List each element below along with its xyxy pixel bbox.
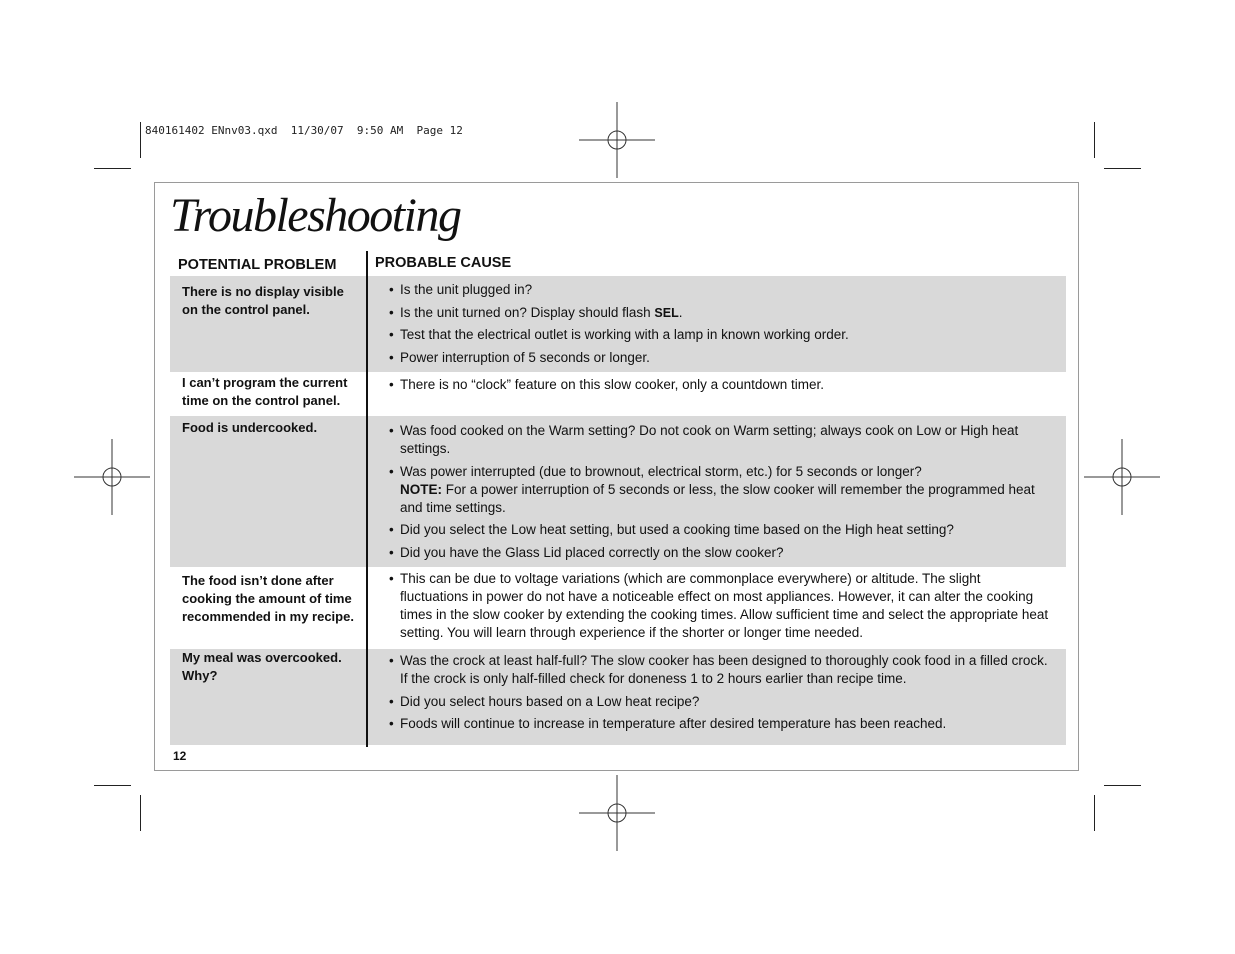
registration-mark-top-icon: [579, 102, 655, 178]
table-row: [170, 372, 1066, 416]
table-row: [170, 276, 1066, 372]
cause-list: [389, 281, 1049, 371]
table-row: [170, 416, 1066, 567]
problem-text: The food isn’t done after cooking the amount of time recommended in my recipe.: [182, 573, 354, 624]
cause-item: • Was food cooked on the Warm setting? Do not cook on Warm setting; always cook on Low or High heat settings.: [389, 422, 1049, 458]
column-divider: [366, 251, 368, 747]
page-title: Troubleshooting: [170, 189, 461, 242]
cause-end: .: [678, 304, 683, 320]
printer-slug: 840161402 ENnv03.qxd 11/30/07 9:50 AM Page 12: [145, 124, 463, 137]
registration-mark-left-icon: [74, 439, 150, 515]
cause-item: • Did you have the Glass Lid placed correctly on the slow cooker?: [389, 544, 1049, 562]
problem-text: There is no display visible on the control panel.: [182, 284, 344, 317]
cause-item: • Foods will continue to increase in temperature after desired temperature has been reached.: [389, 715, 1049, 733]
page-number: 12: [173, 749, 187, 763]
crop-mark-bottom-left-h: [94, 785, 131, 786]
note-text: For a power interruption of 5 seconds or less, the slow cooker will remember the programmed heat and time settings.: [400, 481, 1035, 515]
crop-mark-top-left-v: [140, 122, 141, 158]
column-header-problem: POTENTIAL PROBLEM: [178, 257, 337, 273]
cause-list: [389, 376, 1049, 399]
problem-text: I can’t program the current time on the control panel.: [182, 375, 348, 408]
cause-item: • This can be due to voltage variations (which are commonplace everywhere) or altitude. The slight fluctuations in power do not have a noticeable effect on most appliances. However, it can alter the cooking times in the slow cooker by extending the cooking times. Allow sufficient time and select the appropriate heat setting. You will learn through experience if the shorter or longer time needed.: [389, 570, 1049, 642]
cause-text: Is the unit turned on? Display should flash: [400, 304, 651, 320]
crop-mark-top-left-h: [94, 168, 131, 169]
display-code: SEL: [654, 305, 679, 320]
cause-item: • Power interruption of 5 seconds or longer.: [389, 349, 1049, 367]
table-row: [170, 567, 1066, 649]
crop-mark-top-right-h: [1104, 168, 1141, 169]
problem-text: My meal was overcooked. Why?: [182, 650, 342, 683]
registration-mark-bottom-icon: [579, 775, 655, 851]
cause-list: [389, 652, 1049, 738]
cause-item: [389, 463, 1049, 517]
column-header-cause: PROBABLE CAUSE: [375, 255, 512, 271]
cause-item: • Did you select hours based on a Low heat recipe?: [389, 693, 1049, 711]
crop-mark-bottom-right-h: [1104, 785, 1141, 786]
problem-text: Food is undercooked.: [182, 420, 318, 435]
cause-item: • Is the unit plugged in?: [389, 281, 1049, 299]
cause-item: • There is no “clock” feature on this slow cooker, only a countdown timer.: [389, 376, 1049, 394]
table-row: [170, 649, 1066, 745]
registration-mark-right-icon: [1084, 439, 1160, 515]
cause-item: • Test that the electrical outlet is working with a lamp in known working order.: [389, 326, 1049, 344]
cause-list: [389, 570, 1049, 647]
crop-mark-bottom-right-v: [1094, 795, 1095, 831]
cause-item: [389, 304, 1049, 322]
crop-mark-top-right-v: [1094, 122, 1095, 158]
cause-item: • Was the crock at least half-full? The slow cooker has been designed to thoroughly cook food in a filled crock. If the crock is only half-filled check for doneness 1 to 2 hours earlier than recipe time.: [389, 652, 1049, 688]
cause-list: [389, 422, 1049, 566]
crop-mark-bottom-left-v: [140, 795, 141, 831]
cause-text: Was power interrupted (due to brownout, electrical storm, etc.) for 5 seconds or longer?: [400, 463, 922, 479]
cause-item: • Did you select the Low heat setting, but used a cooking time based on the High heat setting?: [389, 521, 1049, 539]
note-label: NOTE:: [400, 481, 442, 497]
